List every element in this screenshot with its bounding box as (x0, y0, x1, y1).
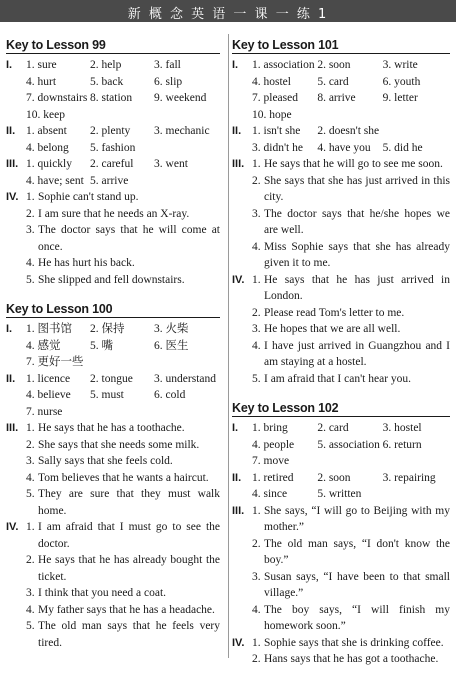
sentence-text: Please read Tom's letter to me. (264, 306, 405, 319)
answer-sentence (252, 569, 450, 602)
left-column (6, 38, 220, 665)
answer-item: 10. keep (26, 108, 65, 121)
answer-item: 9. letter (382, 92, 418, 104)
answer-item: 6. youth (382, 75, 421, 88)
sentence-text: He says that he has already bought the ticket. (38, 554, 220, 583)
lesson-title: Key to Lesson 101 (232, 38, 450, 54)
answer-item: 6. return (382, 438, 422, 451)
sentence-text: He says that he has just arrived in London. (264, 273, 450, 302)
answer-sentence (252, 272, 450, 305)
sentence-number: 3. (26, 455, 35, 467)
answer-item: 8. arrive (317, 92, 356, 104)
answer-row (26, 90, 220, 107)
answer-sentence (26, 470, 220, 487)
answer-item: 5. must (90, 389, 124, 401)
exercise (6, 519, 220, 651)
lesson-section (6, 302, 220, 651)
answer-sentence (252, 206, 450, 239)
answer-item: 5. 嘴 (90, 339, 114, 352)
answer-sentence (252, 602, 450, 635)
exercise-number: II. (6, 372, 16, 385)
sentence-text: The old man says that he feels very tired. (38, 620, 220, 649)
answer-item: 4. have; sent (26, 174, 84, 187)
sentence-number: 4. (26, 257, 35, 269)
sentence-number: 3. (26, 587, 35, 599)
answer-sentence (26, 222, 220, 255)
sentence-number: 2. (252, 653, 261, 665)
answer-sentence (252, 371, 450, 388)
answer-item: 1. sure (26, 59, 57, 71)
answer-sentence (252, 305, 450, 322)
sentence-number: 2. (252, 537, 261, 550)
answer-item: 2. tongue (90, 372, 133, 385)
sentence-number: 2. (252, 306, 261, 319)
exercise-content (26, 156, 220, 189)
sentence-number: 2. (252, 174, 261, 187)
answer-sentence (26, 618, 220, 651)
lesson-title: Key to Lesson 100 (6, 302, 220, 318)
sentence-text: He says that he will go to see me soon. (264, 158, 443, 170)
exercise-content (252, 272, 450, 388)
answer-sentence (26, 420, 220, 437)
answer-row (26, 57, 220, 74)
sentence-text: My father says that he has a headache. (38, 603, 215, 616)
answer-row (26, 107, 220, 124)
answer-item: 4. people (252, 438, 295, 451)
exercise-content (252, 57, 450, 123)
sentence-text: I am afraid that I must go to see the doctor. (38, 521, 220, 550)
sentence-text: She says that she needs some milk. (38, 438, 200, 451)
exercise-content (26, 371, 220, 421)
sentence-number: 4. (252, 339, 261, 352)
answer-item: 7. pleased (252, 92, 298, 104)
answer-item: 3. hostel (382, 422, 422, 434)
exercise-number: I. (6, 323, 13, 335)
answer-item: 2. doesn't she (317, 125, 380, 137)
sentence-text: She says that she has just arrived in this city. (264, 174, 450, 203)
answer-item: 2. 保持 (90, 323, 125, 335)
sentence-text: Sophie can't stand up. (38, 191, 139, 203)
exercise-number: I. (6, 59, 13, 71)
answer-sentence (252, 338, 450, 371)
sentence-number: 1. (252, 273, 261, 286)
sentence-text: The old man says, “I don't know the boy.” (264, 537, 450, 566)
exercise-content (252, 420, 450, 470)
exercise (232, 272, 450, 388)
answer-row (26, 321, 220, 338)
exercise-content (26, 321, 220, 371)
exercise-content (26, 57, 220, 123)
exercise-content (252, 503, 450, 635)
exercise-content (252, 470, 450, 503)
right-column (232, 38, 450, 682)
answer-sentence (252, 321, 450, 338)
sentence-number: 5. (26, 488, 35, 500)
answer-sentence (252, 536, 450, 569)
exercise (6, 57, 220, 123)
answer-item: 3. went (154, 158, 188, 170)
column-divider (228, 34, 229, 658)
sentence-text: Tom believes that he wants a haircut. (38, 471, 209, 484)
answer-row (26, 123, 220, 140)
sentence-text: She says, “I will go to Beijing with my mother.” (264, 504, 450, 533)
answer-item: 5. written (317, 488, 362, 500)
exercise-number: IV. (232, 636, 245, 649)
sentence-text: They are sure that they must walk home. (38, 488, 220, 517)
answer-item: 4. 感觉 (26, 339, 61, 352)
sentence-text: The doctor says that he/she hopes we are well. (264, 207, 450, 236)
exercise-number: I. (232, 422, 239, 434)
answer-item: 1. quickly (26, 158, 72, 170)
sentence-number: 5. (26, 273, 35, 286)
answer-item: 8. station (90, 92, 133, 104)
sentence-number: 2. (26, 207, 35, 220)
answer-row (26, 173, 220, 190)
answer-row (26, 371, 220, 388)
answer-item: 2. help (90, 59, 122, 71)
exercise (6, 123, 220, 156)
exercise (6, 371, 220, 421)
exercise-content (252, 123, 450, 156)
sentence-text: Miss Sophie says that she has already given it to me. (264, 240, 450, 269)
answer-item: 6. slip (154, 75, 183, 88)
sentence-number: 1. (26, 422, 35, 434)
answer-sentence (26, 189, 220, 206)
exercise (232, 503, 450, 635)
sentence-text: She slipped and fell downstairs. (38, 273, 185, 286)
sentence-number: 4. (252, 240, 261, 253)
sentence-number: 4. (252, 603, 261, 616)
exercise (232, 420, 450, 470)
answer-item: 3. fall (154, 59, 181, 71)
exercise-content (252, 156, 450, 272)
answer-row (252, 74, 450, 91)
answer-item: 1. retired (252, 471, 294, 484)
answer-item: 5. card (317, 75, 349, 88)
exercise-content (26, 519, 220, 651)
answer-sentence (26, 486, 220, 519)
sentence-number: 1. (26, 191, 35, 203)
lesson-section (232, 401, 450, 668)
exercise-content (26, 189, 220, 288)
answer-item: 6. cold (154, 389, 186, 401)
exercise-number: I. (232, 59, 239, 71)
answer-row (252, 90, 450, 107)
exercise-content (26, 420, 220, 519)
sentence-number: 3. (26, 224, 35, 236)
sentence-number: 1. (252, 158, 261, 170)
answer-item: 4. belong (26, 141, 69, 154)
answer-item: 10. hope (252, 108, 292, 121)
answer-item: 3. write (382, 59, 418, 71)
answer-row (252, 123, 450, 140)
exercise (232, 470, 450, 503)
answer-sentence (26, 552, 220, 585)
answer-sentence (252, 635, 450, 652)
answer-row (252, 140, 450, 157)
answer-item: 2. card (317, 422, 349, 434)
sentence-text: Sally says that she feels cold. (38, 455, 173, 467)
answer-item: 1. bring (252, 422, 288, 434)
sentence-number: 4. (26, 603, 35, 616)
sentence-number: 4. (26, 471, 35, 484)
exercise (232, 123, 450, 156)
answer-item: 3. understand (154, 372, 216, 385)
answer-item: 5. association (317, 438, 380, 451)
exercise-number: IV. (232, 273, 245, 286)
answer-row (252, 486, 450, 503)
answer-row (26, 404, 220, 421)
answer-item: 4. hostel (252, 75, 291, 88)
exercise (6, 420, 220, 519)
answer-item: 1. licence (26, 372, 71, 385)
answer-sentence (252, 239, 450, 272)
answer-item: 7. 更好一些 (26, 356, 84, 368)
answer-item: 5. fashion (90, 141, 136, 154)
answer-item: 3. mechanic (154, 125, 210, 137)
answer-row (26, 140, 220, 157)
sentence-text: I am sure that he needs an X-ray. (38, 207, 190, 220)
answer-row (252, 420, 450, 437)
answer-item: 7. nurse (26, 405, 63, 418)
lesson-section (6, 38, 220, 288)
answer-sentence (252, 503, 450, 536)
sentence-text: Susan says, “I have been to that small village.” (264, 570, 450, 599)
sentence-number: 1. (252, 504, 261, 517)
exercise-content (252, 635, 450, 668)
sentence-number: 3. (252, 323, 261, 335)
lesson-title: Key to Lesson 102 (232, 401, 450, 417)
answer-item: 3. repairing (382, 471, 436, 484)
answer-row (26, 156, 220, 173)
answer-sentence (26, 437, 220, 454)
answer-item: 4. believe (26, 389, 71, 401)
answer-sentence (26, 272, 220, 289)
answer-item: 3. didn't he (252, 141, 303, 154)
answer-item: 2. soon (317, 471, 351, 484)
answer-sentence (26, 206, 220, 223)
sentence-text: I am afraid that I can't hear you. (264, 372, 412, 385)
answer-sentence (26, 585, 220, 602)
answer-sentence (26, 519, 220, 552)
answer-item: 4. hurt (26, 75, 57, 88)
sentence-text: The doctor says that he will come at once. (38, 224, 220, 253)
sentence-text: He hopes that we are all well. (264, 323, 401, 335)
answer-row (252, 437, 450, 454)
sentence-number: 1. (26, 521, 35, 533)
exercise-number: II. (6, 125, 16, 137)
answer-item: 1. absent (26, 125, 67, 137)
answer-item: 9. weekend (154, 92, 207, 104)
answer-item: 5. did he (382, 141, 423, 154)
answer-item: 7. downstairs (26, 92, 88, 104)
exercise-number: III. (6, 422, 19, 434)
answer-item: 1. isn't she (252, 125, 301, 137)
header-title: 新 概 念 英 语 一 课 一 练 1 (127, 7, 329, 22)
sentence-number: 5. (26, 620, 35, 632)
answer-row (26, 74, 220, 91)
answer-sentence (252, 651, 450, 668)
answer-item: 7. move (252, 455, 290, 467)
sentence-text: He says that he has a toothache. (38, 422, 185, 434)
answer-sentence (26, 453, 220, 470)
page-header (0, 0, 456, 22)
lesson-section (232, 38, 450, 387)
exercise-number: IV. (6, 191, 19, 203)
answer-row (252, 453, 450, 470)
answer-item: 1. 图书馆 (26, 323, 72, 335)
answer-sentence (252, 173, 450, 206)
lesson-title: Key to Lesson 99 (6, 38, 220, 54)
exercise-number: III. (6, 158, 19, 170)
answer-sentence (252, 156, 450, 173)
answer-item: 3. 火柴 (154, 323, 189, 335)
sentence-number: 1. (252, 636, 261, 649)
answer-item: 4. since (252, 488, 288, 500)
exercise (6, 189, 220, 288)
exercise-number: III. (232, 158, 245, 170)
sentence-text: He has hurt his back. (38, 257, 135, 269)
sentence-number: 3. (252, 207, 261, 220)
exercise (6, 321, 220, 371)
sentence-number: 3. (252, 570, 261, 583)
exercise (232, 156, 450, 272)
answer-row (26, 354, 220, 371)
answer-sentence (26, 255, 220, 272)
exercise (232, 57, 450, 123)
answer-sentence (26, 602, 220, 619)
exercise-content (26, 123, 220, 156)
sentence-number: 2. (26, 438, 35, 451)
exercise (6, 156, 220, 189)
answer-row (26, 338, 220, 355)
sentence-number: 2. (26, 554, 35, 566)
answer-row (252, 57, 450, 74)
sentence-text: The boy says, “I will finish my homework soon.” (264, 603, 450, 632)
answer-row (252, 470, 450, 487)
answer-item: 6. 医生 (154, 339, 189, 352)
answer-item: 5. back (90, 75, 124, 88)
exercise-number: II. (232, 471, 242, 484)
exercise-number: IV. (6, 521, 19, 533)
answer-item: 2. soon (317, 59, 351, 71)
answer-item: 5. arrive (90, 174, 129, 187)
answer-item: 2. careful (90, 158, 134, 170)
sentence-text: Hans says that he has got a toothache. (264, 653, 439, 665)
answer-row (26, 387, 220, 404)
exercise-number: II. (232, 125, 242, 137)
answer-item: 2. plenty (90, 125, 131, 137)
answer-item: 4. have you (317, 141, 371, 154)
answer-row (252, 107, 450, 124)
sentence-text: I think that you need a coat. (38, 587, 167, 599)
answer-item: 1. association (252, 59, 315, 71)
sentence-text: Sophie says that she is drinking coffee. (264, 636, 444, 649)
sentence-number: 5. (252, 372, 261, 385)
sentence-text: I have just arrived in Guangzhou and I am staying at a hostel. (264, 339, 450, 368)
exercise (232, 635, 450, 668)
exercise-number: III. (232, 504, 245, 517)
